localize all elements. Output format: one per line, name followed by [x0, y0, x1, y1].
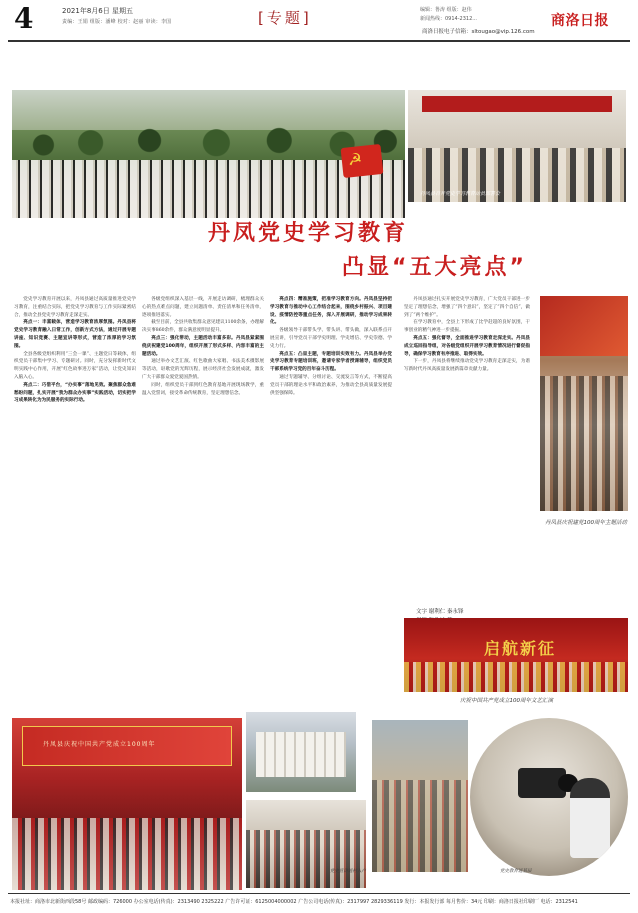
circle-caption: 党史教育进基层	[500, 869, 532, 874]
paragraph: 丹凤县通过扎实开展党史学习教育，广大党员干部进一步坚定了理想信念，增强了“四个意识”，坚定了“四个自信”，做到了“两个维护”。	[404, 297, 530, 318]
paragraph: 截至目前，全县共收集群众意见建议1100余条，办理解决实事860余件，群众满意度明显提升。	[142, 320, 264, 334]
centennial-people	[540, 376, 628, 511]
party-flag-icon	[341, 144, 384, 178]
paragraph: 在学习教育中，全县上下形成了比学赶超的良好氛围，干事创业的精气神进一步提振。	[404, 320, 530, 334]
centennial-stage	[540, 296, 628, 356]
photographer-figure	[570, 778, 610, 858]
staff-right-line: 编辑：鲁涛 组版：赵伟	[420, 7, 472, 13]
rural-photo	[372, 720, 468, 872]
performance-dancers	[404, 662, 628, 692]
meeting-photo	[408, 90, 626, 202]
paragraph: 通过专题辅导、分组讨论、交流发言等方式，不断提高党员干部的理论水平和政治素养，为推动全县高质量发展提供坚强保障。	[270, 374, 392, 396]
email-line: 商洛日报电子信箱：sltougao@vip.126.com	[422, 29, 535, 35]
paragraph: 亮点三：强化带动，主题活动丰富多彩。丹凤县紧紧围绕庆祝建党100周年，组织开展了形式多样、内容丰富的主题活动。	[142, 335, 264, 357]
headline-line-2: 凸显“五大亮点”	[342, 255, 527, 280]
meeting-caption: 丹凤县召开党史学习教育动员部署会	[420, 191, 501, 197]
paragraph: 下一步，丹凤县将继续推动党史学习教育走深走实，为谱写新时代丹凤高质量发展新篇章贡献力量。	[404, 359, 530, 373]
performance-banner-text: 启航新征	[484, 639, 557, 658]
village-caption: 党史宣讲进村入户	[330, 869, 366, 874]
village-people	[246, 830, 366, 888]
bottom-rule	[8, 893, 630, 894]
paragraph: 亮点五：强化督导，全面推进学习教育走深走实。丹凤县成立巡回指导组，对各级党组织开展学习教育情况进行督促指导，确保学习教育有序推进、取得实效。	[404, 335, 530, 357]
article-column-1	[14, 296, 136, 706]
forum-audience	[12, 818, 242, 890]
article-column-2	[142, 296, 264, 706]
credit-writers: 文字 谢利仁 秦永锋	[416, 609, 464, 615]
meeting-banner	[422, 96, 612, 112]
top-rule	[8, 40, 630, 42]
performance-photo	[404, 618, 628, 692]
paragraph: 党史学习教育开展以来，丹凤县通过高质量推进党史学习教育，注重结合实际，把党史学习教育与工作实际紧密结合，推动全县党史学习教育走深走实。	[14, 297, 136, 318]
paragraph: 全县各级党组织利用“三会一课”、主题党日等载体，组织党员干部集中学习、专题研讨。同时，充分发挥新时代文明实践中心作用，开展“红色故事进万家”活动，让党史知识入脑入心。	[14, 351, 136, 380]
staff-right-line: 新闻热线：0914-2312...	[420, 16, 478, 22]
headline-line-1: 丹凤党史学习教育	[208, 221, 409, 246]
performance-caption: 庆祝中国共产党成立100周年文艺汇演	[460, 698, 553, 704]
footer-info: 本报社址：商洛市北新街西段58号 邮政编码：726000 办公室电话(传真)：2313490 2325222 广告许可证：6125004000002 广告公司电话(传真)：2317997 2829336119 发行：本报发行部 每月售价：34元 印刷：商洛日报社印刷厂 电话：2312541	[10, 899, 578, 905]
rural-people	[372, 780, 468, 872]
editor-credits: 责编：王娟 组版：潘峰 校对：赵丽 审读：李国	[62, 19, 172, 25]
paragraph: 亮点二：巧借平台，“办实事”落地见效。聚焦群众急难愁盼问题，扎实开展“我为群众办实事”实践活动，切实把学习成果转化为为民服务的实际行动。	[14, 382, 136, 404]
centennial-photo	[540, 296, 628, 511]
paragraph: 各级党组织深入基层一线，开展走访调研，梳理群众关心的热点难点问题，建立问题清单、责任清单和任务清单，逐项推进落实。	[142, 297, 264, 318]
paragraph: 亮点四：精准施策，把准学习教育方向。丹凤县坚持把学习教育与推动中心工作结合起来，围绕乡村振兴、项目建设、疫情防控等重点任务，深入开展调研，推动学习成果转化。	[270, 297, 392, 326]
forum-backdrop	[22, 726, 232, 766]
newspaper-logo: 商洛日报	[551, 13, 609, 29]
paragraph: 亮点一：丰富载体，营造学习教育浓厚氛围。丹凤县将党史学习教育融入日常工作，创新方式方法，通过开展专题讲座、知识竞赛、主题宣讲等形式，营造了浓厚的学习氛围。	[14, 320, 136, 349]
hero-photo	[12, 90, 405, 218]
camera-circle-photo	[470, 718, 628, 876]
centennial-caption: 丹凤县庆祝建党100周年主题活动	[545, 520, 627, 526]
paragraph: 亮点五：凸显主题，专题培训实效有力。丹凤县举办党史学习教育专题培训班，邀请专家学者授课辅导，组织党员干部系统学习党的百年奋斗历程。	[270, 351, 392, 373]
issue-date: 2021年8月6日 星期五	[62, 7, 133, 15]
village-buildings	[256, 732, 346, 777]
masthead	[0, 0, 638, 40]
village-crowd-photo	[246, 800, 366, 888]
page-number: 4	[14, 2, 34, 35]
paragraph: 各级领导干部带头学、带头讲、带头做，深入联系点开展宣讲，引导党员干部学史明理、学史增信、学史崇德、学史力行。	[270, 328, 392, 349]
article-column-3	[270, 296, 392, 706]
forum-photo	[12, 718, 242, 890]
forum-backdrop-text: 丹凤县庆祝中国共产党成立100周年	[43, 741, 156, 748]
paragraph: 通过举办文艺汇演、红色歌曲大家唱、书法美术摄影展等活动，讴歌党的光辉历程，展示经济社会发展成就，激发广大干部群众爱党爱国热情。	[142, 359, 264, 380]
article-column-4	[404, 296, 530, 596]
paragraph: 同时，组织党员干部到红色教育基地开展现场教学，重温入党誓词，接受革命传统教育，坚定理想信念。	[142, 382, 264, 396]
editor-credits-right	[420, 6, 477, 24]
village-photo	[246, 712, 356, 792]
section-title: [专题]	[258, 9, 312, 27]
